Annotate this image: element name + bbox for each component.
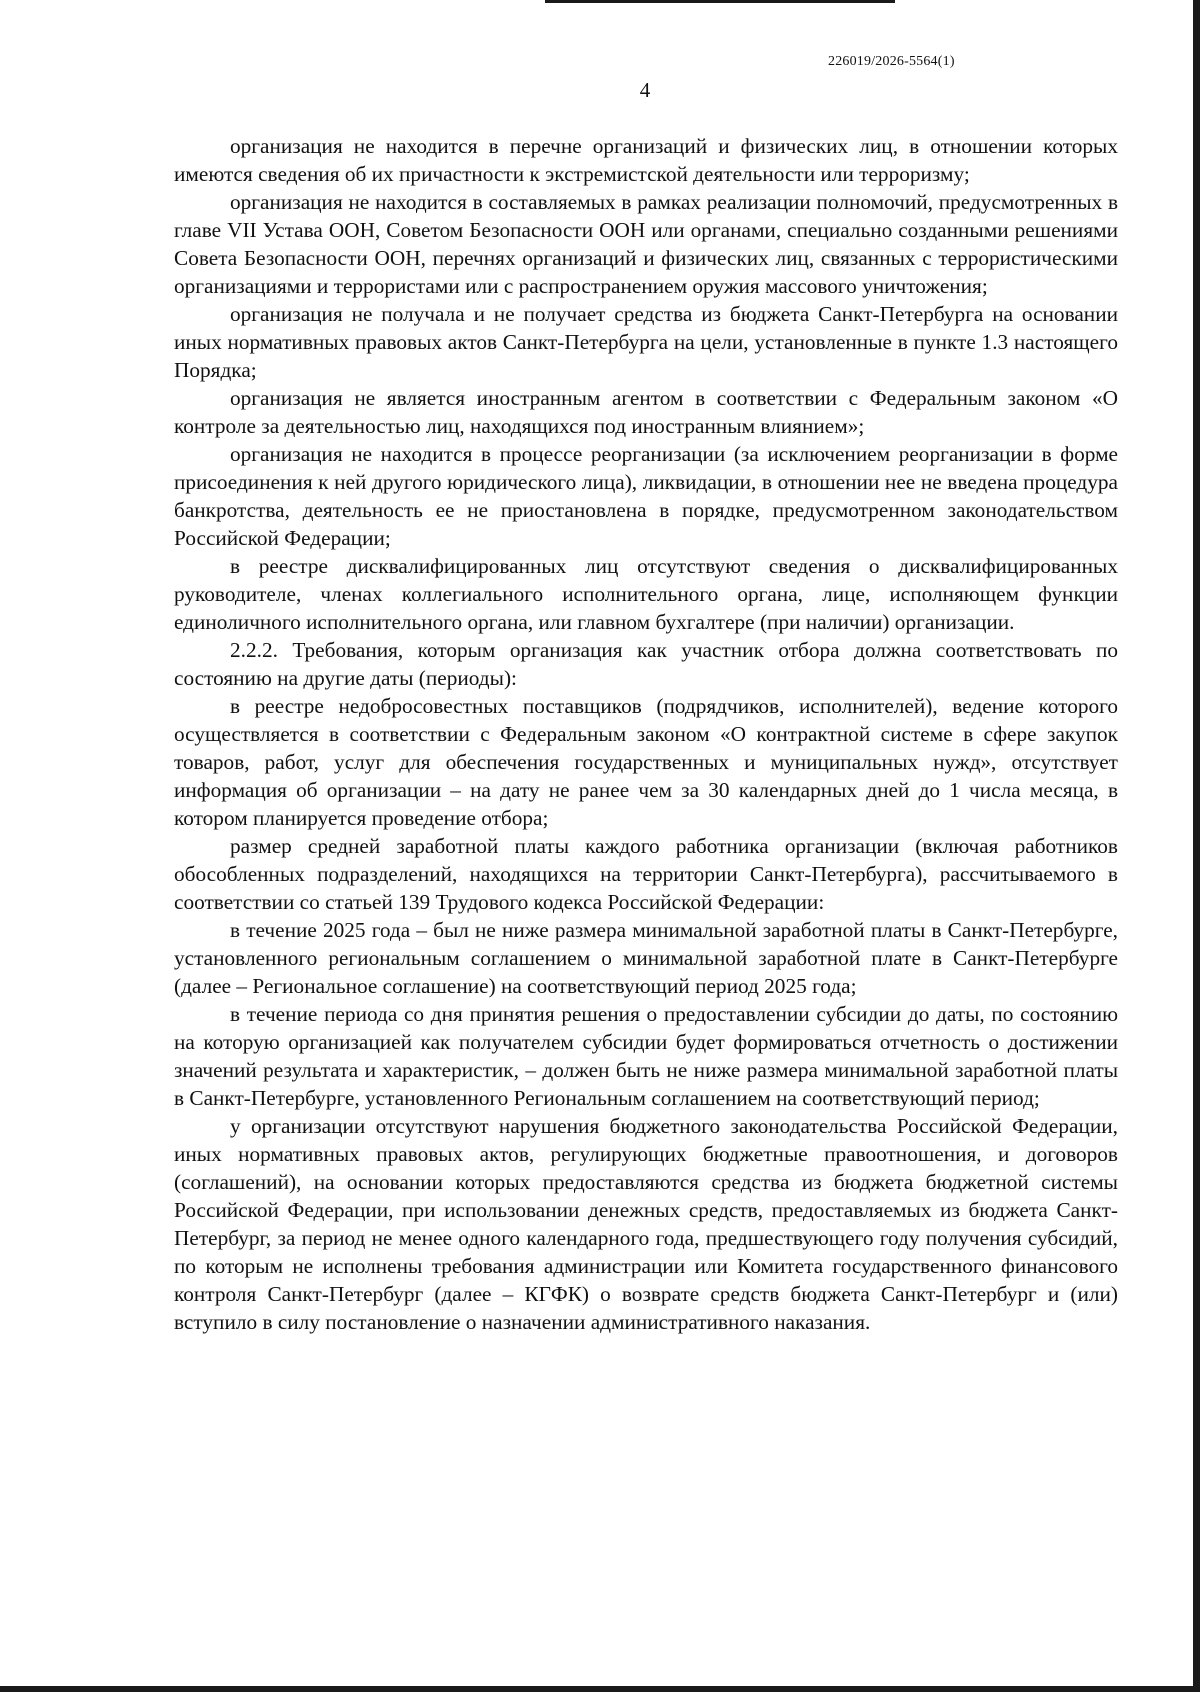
paragraph-reorganization: организация не находится в процессе реорганизации (за исключением реорганизации в форме присоединения к ней другого юридического лица), ликвидации, в отношении нее не введена процедура банкротства, деятельность ее не приостановлена в порядке, предусмотренном законодательством Российской Федерации; bbox=[174, 442, 1118, 550]
scan-edge-top bbox=[545, 0, 895, 3]
scan-edge-bottom bbox=[0, 1686, 1200, 1692]
document-body bbox=[174, 132, 1118, 1336]
paragraph-unscrupulous-suppliers: в реестре недобросовестных поставщиков (подрядчиков, исполнителей), ведение которого осуществляется в соответствии с Федеральным законом «О контрактной системе в сфере закупок товаров, работ, услуг для обеспечения государственных и муниципальных нужд», отсутствует информация об организации – на дату не ранее чем за 30 календарных дней до 1 числа месяца, в котором планируется проведение отбора; bbox=[174, 694, 1118, 830]
paragraph-un-sanctions: организация не находится в составляемых в рамках реализации полномочий, предусмотренных в главе VII Устава ООН, Советом Безопасности ООН или органами, специально созданными решениями Совета Безопасности ООН, перечнях организаций и физических лиц, связанных с террористическими организациями и террористами или с распространением оружия массового уничтожения; bbox=[174, 190, 1118, 298]
paragraph-section-2-2-2: 2.2.2. Требования, которым организация как участник отбора должна соответствовать по состоянию на другие даты (периоды): bbox=[174, 638, 1118, 690]
paragraph-disqualified-persons: в реестре дисквалифицированных лиц отсутствуют сведения о дисквалифицированных руководителе, членах коллегиального исполнительного органа, лице, исполняющем функции единоличного исполнительного органа, или главном бухгалтере (при наличии) организации. bbox=[174, 554, 1118, 634]
paragraph-foreign-agent: организация не является иностранным агентом в соответствии с Федеральным законом «О контроле за деятельностью лиц, находящихся под иностранным влиянием»; bbox=[174, 386, 1118, 438]
document-number: 226019/2026-5564(1) bbox=[828, 54, 955, 69]
paragraph-extremism: организация не находится в перечне организаций и физических лиц, в отношении которых имеются сведения об их причастности к экстремистской деятельности или терроризму; bbox=[174, 134, 1118, 186]
page-number: 4 bbox=[639, 78, 651, 102]
paragraph-average-salary: размер средней заработной платы каждого работника организации (включая работников обособленных подразделений, находящихся на территории Санкт-Петербурга), рассчитываемого в соответствии со статьей 139 Трудового кодекса Российской Федерации: bbox=[174, 834, 1118, 914]
paragraph-salary-subsidy-period: в течение периода со дня принятия решения о предоставлении субсидии до даты, по состоянию на которую организацией как получателем субсидии будет формироваться отчетность о достижении значений результата и характеристик, – должен быть не ниже размера минимальной заработной платы в Санкт-Петербурге, установленного Региональным соглашением на соответствующий период; bbox=[174, 1002, 1118, 1110]
paragraph-salary-2025: в течение 2025 года – был не ниже размера минимальной заработной платы в Санкт-Петербурге, установленного региональным соглашением о минимальной заработной плате в Санкт-Петербурге (далее – Региональное соглашение) на соответствующий период 2025 года; bbox=[174, 918, 1118, 998]
scan-edge-right bbox=[1193, 0, 1200, 1692]
paragraph-no-other-funds: организация не получала и не получает средства из бюджета Санкт-Петербурга на основании иных нормативных правовых актов Санкт-Петербурга на цели, установленные в пункте 1.3 настоящего Порядка; bbox=[174, 302, 1118, 382]
paragraph-budget-violations: у организации отсутствуют нарушения бюджетного законодательства Российской Федерации, иных нормативных правовых актов, регулирующих бюджетные правоотношения, и договоров (соглашений), на основании которых предоставляются средства из бюджета бюджетной системы Российской Федерации, при использовании денежных средств, предоставляемых из бюджета Санкт-Петербург, за период не менее одного календарного года, предшествующего году получения субсидий, по которым не исполнены требования администрации или Комитета государственного финансового контроля Санкт-Петербург (далее – КГФК) о возврате средств бюджета Санкт-Петербург и (или) вступило в силу постановление о назначении административного наказания. bbox=[174, 1114, 1118, 1334]
